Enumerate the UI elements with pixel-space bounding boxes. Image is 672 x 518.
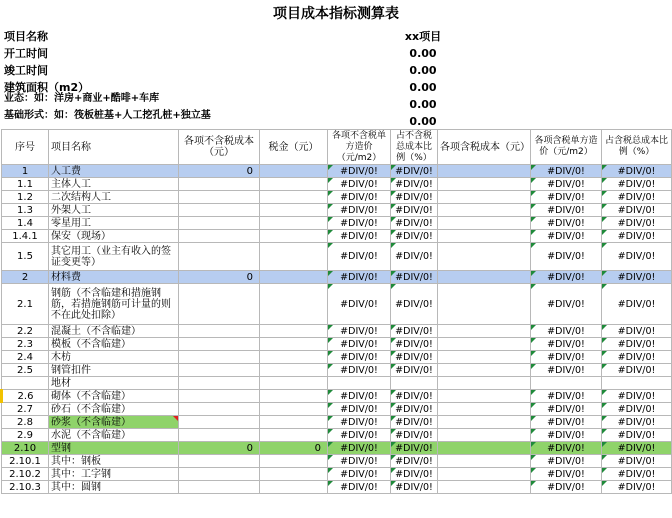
table-row [2,271,672,284]
cell-cost[interactable] [179,481,260,494]
cell-unit-price-taxed[interactable]: #DIV/0! [531,243,602,271]
cell-ratio-taxed[interactable]: #DIV/0! [602,325,672,338]
cell-name[interactable]: 水泥（不含临建） [49,429,179,442]
cell-no[interactable]: 2 [2,271,49,284]
cell-ratio[interactable]: #DIV/0! [391,204,438,217]
cell-ratio-taxed[interactable]: #DIV/0! [602,364,672,377]
cell-cost[interactable] [179,390,260,403]
cell-name[interactable]: 砌体（不含临建） [49,390,179,403]
cell-no[interactable]: 2.7 [2,403,49,416]
cell-cost-taxed[interactable] [438,377,531,390]
cell-cost[interactable] [179,455,260,468]
col-header-ratio[interactable]: 占不含税总成本比例（%） [391,130,438,165]
cell-ratio[interactable]: #DIV/0! [391,468,438,481]
cell-ratio-taxed[interactable]: #DIV/0! [602,338,672,351]
table-body [2,165,672,494]
cell-no[interactable]: 2.2 [2,325,49,338]
cell-ratio[interactable]: #DIV/0! [391,390,438,403]
table-row [2,390,672,403]
cell-unit-price-taxed[interactable]: #DIV/0! [531,416,602,429]
cell-no[interactable]: 2.3 [2,338,49,351]
col-header-name[interactable]: 项目名称 [49,130,179,165]
info-value[interactable]: 0.00 [409,64,437,77]
cell-unit-price[interactable]: #DIV/0! [328,442,391,455]
cell-tax[interactable] [260,481,328,494]
cell-ratio[interactable]: #DIV/0! [391,271,438,284]
cell-cost-taxed[interactable] [438,429,531,442]
cell-no[interactable]: 2.6 [2,390,49,403]
col-header-tax[interactable]: 税金（元） [260,130,328,165]
cell-cost-taxed[interactable] [438,178,531,191]
cell-tax[interactable] [260,390,328,403]
table-row [2,442,672,455]
cell-ratio-taxed[interactable]: #DIV/0! [602,351,672,364]
cell-ratio[interactable]: #DIV/0! [391,364,438,377]
cell-unit-price-taxed[interactable]: #DIV/0! [531,429,602,442]
cell-name[interactable]: 材料费 [49,271,179,284]
cell-unit-price-taxed[interactable]: #DIV/0! [531,481,602,494]
table-row [2,178,672,191]
cell-cost[interactable] [179,338,260,351]
cell-ratio-taxed[interactable]: #DIV/0! [602,455,672,468]
cell-unit-price[interactable]: #DIV/0! [328,178,391,191]
cell-tax[interactable] [260,351,328,364]
table-row [2,230,672,243]
cell-cost-taxed[interactable] [438,338,531,351]
cell-tax[interactable] [260,230,328,243]
table-row [2,217,672,230]
cell-cost[interactable]: 0 [179,165,260,178]
cell-unit-price-taxed[interactable]: #DIV/0! [531,284,602,325]
cell-ratio-taxed[interactable]: #DIV/0! [602,284,672,325]
cell-tax[interactable] [260,364,328,377]
cell-name[interactable]: 砂石（不含临建） [49,403,179,416]
table-row [2,403,672,416]
cell-tax[interactable] [260,271,328,284]
cell-no[interactable]: 2.1 [2,284,49,325]
cell-unit-price-taxed[interactable]: #DIV/0! [531,204,602,217]
info-row-project-name [0,28,672,45]
info-label[interactable]: 基础形式：如：筏板桩基+人工挖孔桩+独立基 [4,110,211,121]
cell-cost[interactable] [179,416,260,429]
cell-ratio-taxed[interactable]: #DIV/0! [602,403,672,416]
cell-cost-taxed[interactable] [438,165,531,178]
cell-ratio[interactable]: #DIV/0! [391,351,438,364]
col-header-no[interactable]: 序号 [2,130,49,165]
cell-unit-price[interactable]: #DIV/0! [328,338,391,351]
cell-no[interactable]: 2.10 [2,442,49,455]
cell-cost-taxed[interactable] [438,243,531,271]
cell-tax[interactable] [260,338,328,351]
cell-no[interactable]: 2.10.2 [2,468,49,481]
cell-unit-price-taxed[interactable] [531,377,602,390]
cell-tax[interactable] [260,468,328,481]
cell-unit-price-taxed[interactable]: #DIV/0! [531,455,602,468]
info-row-start-date [0,45,672,62]
col-header-cost-taxed[interactable]: 各项含税成本（元） [438,130,531,165]
cell-ratio-taxed[interactable]: #DIV/0! [602,416,672,429]
cell-cost[interactable]: 0 [179,442,260,455]
cell-tax[interactable] [260,204,328,217]
cell-cost-taxed[interactable] [438,230,531,243]
table-row [2,364,672,377]
cell-name[interactable]: 二次结构人工 [49,191,179,204]
cell-no[interactable]: 2.10.3 [2,481,49,494]
info-row-end-date [0,62,672,79]
header-row [2,130,672,165]
cell-tax[interactable] [260,191,328,204]
cell-cost[interactable] [179,351,260,364]
cell-unit-price-taxed[interactable]: #DIV/0! [531,364,602,377]
cell-ratio-taxed[interactable]: #DIV/0! [602,468,672,481]
cell-unit-price-taxed[interactable]: #DIV/0! [531,165,602,178]
cell-cost[interactable] [179,429,260,442]
cell-name[interactable]: 其中：工字钢 [49,468,179,481]
table-row [2,481,672,494]
cell-ratio[interactable] [391,377,438,390]
cell-ratio[interactable]: #DIV/0! [391,338,438,351]
cell-cost[interactable] [179,191,260,204]
cell-unit-price[interactable]: #DIV/0! [328,481,391,494]
cell-tax[interactable] [260,284,328,325]
info-value[interactable]: 0.00 [409,115,437,128]
table-row [2,455,672,468]
cell-tax[interactable]: 0 [260,442,328,455]
cell-unit-price-taxed[interactable]: #DIV/0! [531,217,602,230]
cell-ratio[interactable]: #DIV/0! [391,230,438,243]
cell-cost-taxed[interactable] [438,390,531,403]
table-row [2,429,672,442]
cell-unit-price[interactable]: #DIV/0! [328,429,391,442]
cell-unit-price-taxed[interactable]: #DIV/0! [531,338,602,351]
cell-no[interactable]: 2.8 [2,416,49,429]
cell-unit-price-taxed[interactable]: #DIV/0! [531,271,602,284]
cell-name[interactable]: 其中：钢板 [49,455,179,468]
col-header-unit-price-taxed[interactable]: 各项含税单方造价（元/m2） [531,130,602,165]
info-label[interactable]: 开工时间 [4,47,48,60]
sheet-title: 项目成本指标测算表 [273,6,399,22]
cell-ratio-taxed[interactable]: #DIV/0! [602,165,672,178]
table-row [2,284,672,325]
cell-cost[interactable]: 0 [179,271,260,284]
cell-cost-taxed[interactable] [438,351,531,364]
cell-no[interactable]: 2.5 [2,364,49,377]
cell-name[interactable]: 外架人工 [49,204,179,217]
cell-unit-price[interactable]: #DIV/0! [328,191,391,204]
col-header-unit-price[interactable]: 各项不含税单方造价（元/m2） [328,130,391,165]
cell-unit-price-taxed[interactable]: #DIV/0! [531,325,602,338]
table-row [2,325,672,338]
cell-ratio-taxed[interactable]: #DIV/0! [602,204,672,217]
table-row [2,416,672,429]
cell-name[interactable]: 模板（不含临建） [49,338,179,351]
cell-ratio[interactable]: #DIV/0! [391,455,438,468]
cell-name[interactable]: 人工费 [49,165,179,178]
cell-ratio[interactable]: #DIV/0! [391,403,438,416]
cell-tax[interactable] [260,165,328,178]
cell-cost[interactable] [179,377,260,390]
cell-ratio[interactable]: #DIV/0! [391,284,438,325]
table-row [2,243,672,271]
cell-unit-price-taxed[interactable]: #DIV/0! [531,442,602,455]
table-row [2,468,672,481]
cell-ratio[interactable]: #DIV/0! [391,191,438,204]
info-label[interactable]: 业态：如：洋房+商业+酷啡+车库 [4,93,160,104]
cell-cost-taxed[interactable] [438,403,531,416]
cell-cost-taxed[interactable] [438,455,531,468]
cell-cost[interactable] [179,284,260,325]
cell-no[interactable]: 1 [2,165,49,178]
cell-cost-taxed[interactable] [438,481,531,494]
cell-name[interactable]: 其中：圆钢 [49,481,179,494]
info-value[interactable]: 0.00 [409,98,437,111]
cell-unit-price[interactable]: #DIV/0! [328,455,391,468]
cell-unit-price-taxed[interactable]: #DIV/0! [531,191,602,204]
info-value[interactable]: xx项目 [404,30,442,43]
cell-ratio[interactable]: #DIV/0! [391,442,438,455]
info-label[interactable]: 竣工时间 [4,64,48,77]
cell-ratio-taxed[interactable]: #DIV/0! [602,429,672,442]
cell-ratio-taxed[interactable]: #DIV/0! [602,442,672,455]
cell-ratio-taxed[interactable] [602,377,672,390]
info-label[interactable]: 建筑面积（m2） [4,81,90,94]
cell-tax[interactable] [260,429,328,442]
cell-ratio[interactable]: #DIV/0! [391,178,438,191]
cell-unit-price[interactable]: #DIV/0! [328,271,391,284]
cell-unit-price[interactable]: #DIV/0! [328,468,391,481]
table-row [2,165,672,178]
cell-ratio-taxed[interactable]: #DIV/0! [602,243,672,271]
cell-no[interactable]: 2.4 [2,351,49,364]
cell-cost-taxed[interactable] [438,217,531,230]
cell-unit-price[interactable]: #DIV/0! [328,351,391,364]
cell-no[interactable]: 1.1 [2,178,49,191]
cell-unit-price[interactable]: #DIV/0! [328,165,391,178]
cell-unit-price-taxed[interactable]: #DIV/0! [531,351,602,364]
cell-unit-price-taxed[interactable]: #DIV/0! [531,390,602,403]
info-value[interactable]: 0.00 [409,81,437,94]
cell-cost-taxed[interactable] [438,468,531,481]
cell-unit-price[interactable]: #DIV/0! [328,364,391,377]
cell-ratio-taxed[interactable]: #DIV/0! [602,178,672,191]
cell-no[interactable]: 2.9 [2,429,49,442]
cell-cost[interactable] [179,403,260,416]
cell-tax[interactable] [260,217,328,230]
cell-cost-taxed[interactable] [438,364,531,377]
cell-ratio-taxed[interactable]: #DIV/0! [602,230,672,243]
cell-ratio[interactable]: #DIV/0! [391,217,438,230]
cell-cost[interactable] [179,243,260,271]
cell-unit-price[interactable]: #DIV/0! [328,204,391,217]
info-label[interactable]: 项目名称 [4,30,48,43]
col-header-cost[interactable]: 各项不含税成本（元） [179,130,260,165]
cell-cost-taxed[interactable] [438,271,531,284]
cell-unit-price[interactable]: #DIV/0! [328,230,391,243]
cell-tax[interactable] [260,325,328,338]
cell-unit-price-taxed[interactable]: #DIV/0! [531,178,602,191]
cell-no[interactable]: 1.3 [2,204,49,217]
cell-tax[interactable] [260,243,328,271]
cell-no[interactable]: 2.10.1 [2,455,49,468]
info-row-foundation [0,110,672,129]
cell-ratio[interactable]: #DIV/0! [391,243,438,271]
col-header-ratio-taxed[interactable]: 占含税总成本比例（%） [602,130,672,165]
table-row [2,204,672,217]
cell-name[interactable]: 砂浆（不含临建） [49,416,179,429]
table-row [2,191,672,204]
cell-no[interactable]: 1.5 [2,243,49,271]
cell-ratio[interactable]: #DIV/0! [391,165,438,178]
cell-unit-price[interactable]: #DIV/0! [328,416,391,429]
cell-tax[interactable] [260,416,328,429]
cell-cost[interactable] [179,468,260,481]
cell-cost-taxed[interactable] [438,416,531,429]
cell-name[interactable]: 木枋 [49,351,179,364]
cell-no[interactable] [2,377,49,390]
cell-cost[interactable] [179,230,260,243]
cell-no[interactable]: 1.2 [2,191,49,204]
cell-tax[interactable] [260,455,328,468]
cell-cost[interactable] [179,325,260,338]
cell-cost[interactable] [179,178,260,191]
cell-unit-price[interactable]: #DIV/0! [328,217,391,230]
cell-unit-price[interactable] [328,377,391,390]
cell-ratio[interactable]: #DIV/0! [391,416,438,429]
cell-unit-price[interactable]: #DIV/0! [328,390,391,403]
cell-cost[interactable] [179,204,260,217]
cell-ratio-taxed[interactable]: #DIV/0! [602,390,672,403]
cell-name[interactable]: 零星用工 [49,217,179,230]
table-row [2,351,672,364]
cell-ratio[interactable]: #DIV/0! [391,481,438,494]
cell-ratio-taxed[interactable]: #DIV/0! [602,481,672,494]
cell-unit-price[interactable]: #DIV/0! [328,243,391,271]
cell-tax[interactable] [260,403,328,416]
cell-name[interactable]: 钢管扣件 [49,364,179,377]
table-row [2,338,672,351]
cell-cost[interactable] [179,217,260,230]
cell-unit-price[interactable]: #DIV/0! [328,325,391,338]
cell-unit-price[interactable]: #DIV/0! [328,284,391,325]
cost-table [0,129,672,494]
cell-name[interactable]: 混凝土（不含临建） [49,325,179,338]
cell-tax[interactable] [260,377,328,390]
cell-cost-taxed[interactable] [438,442,531,455]
info-value[interactable]: 0.00 [409,47,437,60]
cell-ratio-taxed[interactable]: #DIV/0! [602,271,672,284]
cell-cost-taxed[interactable] [438,325,531,338]
cell-ratio-taxed[interactable]: #DIV/0! [602,217,672,230]
cell-cost-taxed[interactable] [438,284,531,325]
cell-no[interactable]: 1.4 [2,217,49,230]
cell-name[interactable]: 钢筋（不含临建和措施钢筋，若措施钢筋可计量的则不在此处扣除） [49,284,179,325]
cell-unit-price[interactable]: #DIV/0! [328,403,391,416]
cell-name[interactable]: 主体人工 [49,178,179,191]
cell-ratio-taxed[interactable]: #DIV/0! [602,191,672,204]
cell-cost-taxed[interactable] [438,191,531,204]
table-row [2,377,672,390]
cell-unit-price-taxed[interactable]: #DIV/0! [531,403,602,416]
cell-ratio[interactable]: #DIV/0! [391,429,438,442]
cell-cost-taxed[interactable] [438,204,531,217]
cell-tax[interactable] [260,178,328,191]
cell-name[interactable]: 其它用工（业主有收入的签证变更等） [49,243,179,271]
cell-cost[interactable] [179,364,260,377]
cell-name[interactable]: 型钢 [49,442,179,455]
cell-name[interactable]: 保安（现场） [49,230,179,243]
cell-unit-price-taxed[interactable]: #DIV/0! [531,230,602,243]
cell-ratio[interactable]: #DIV/0! [391,325,438,338]
cell-no[interactable]: 1.4.1 [2,230,49,243]
cell-unit-price-taxed[interactable]: #DIV/0! [531,468,602,481]
cell-name[interactable]: 地材 [49,377,179,390]
